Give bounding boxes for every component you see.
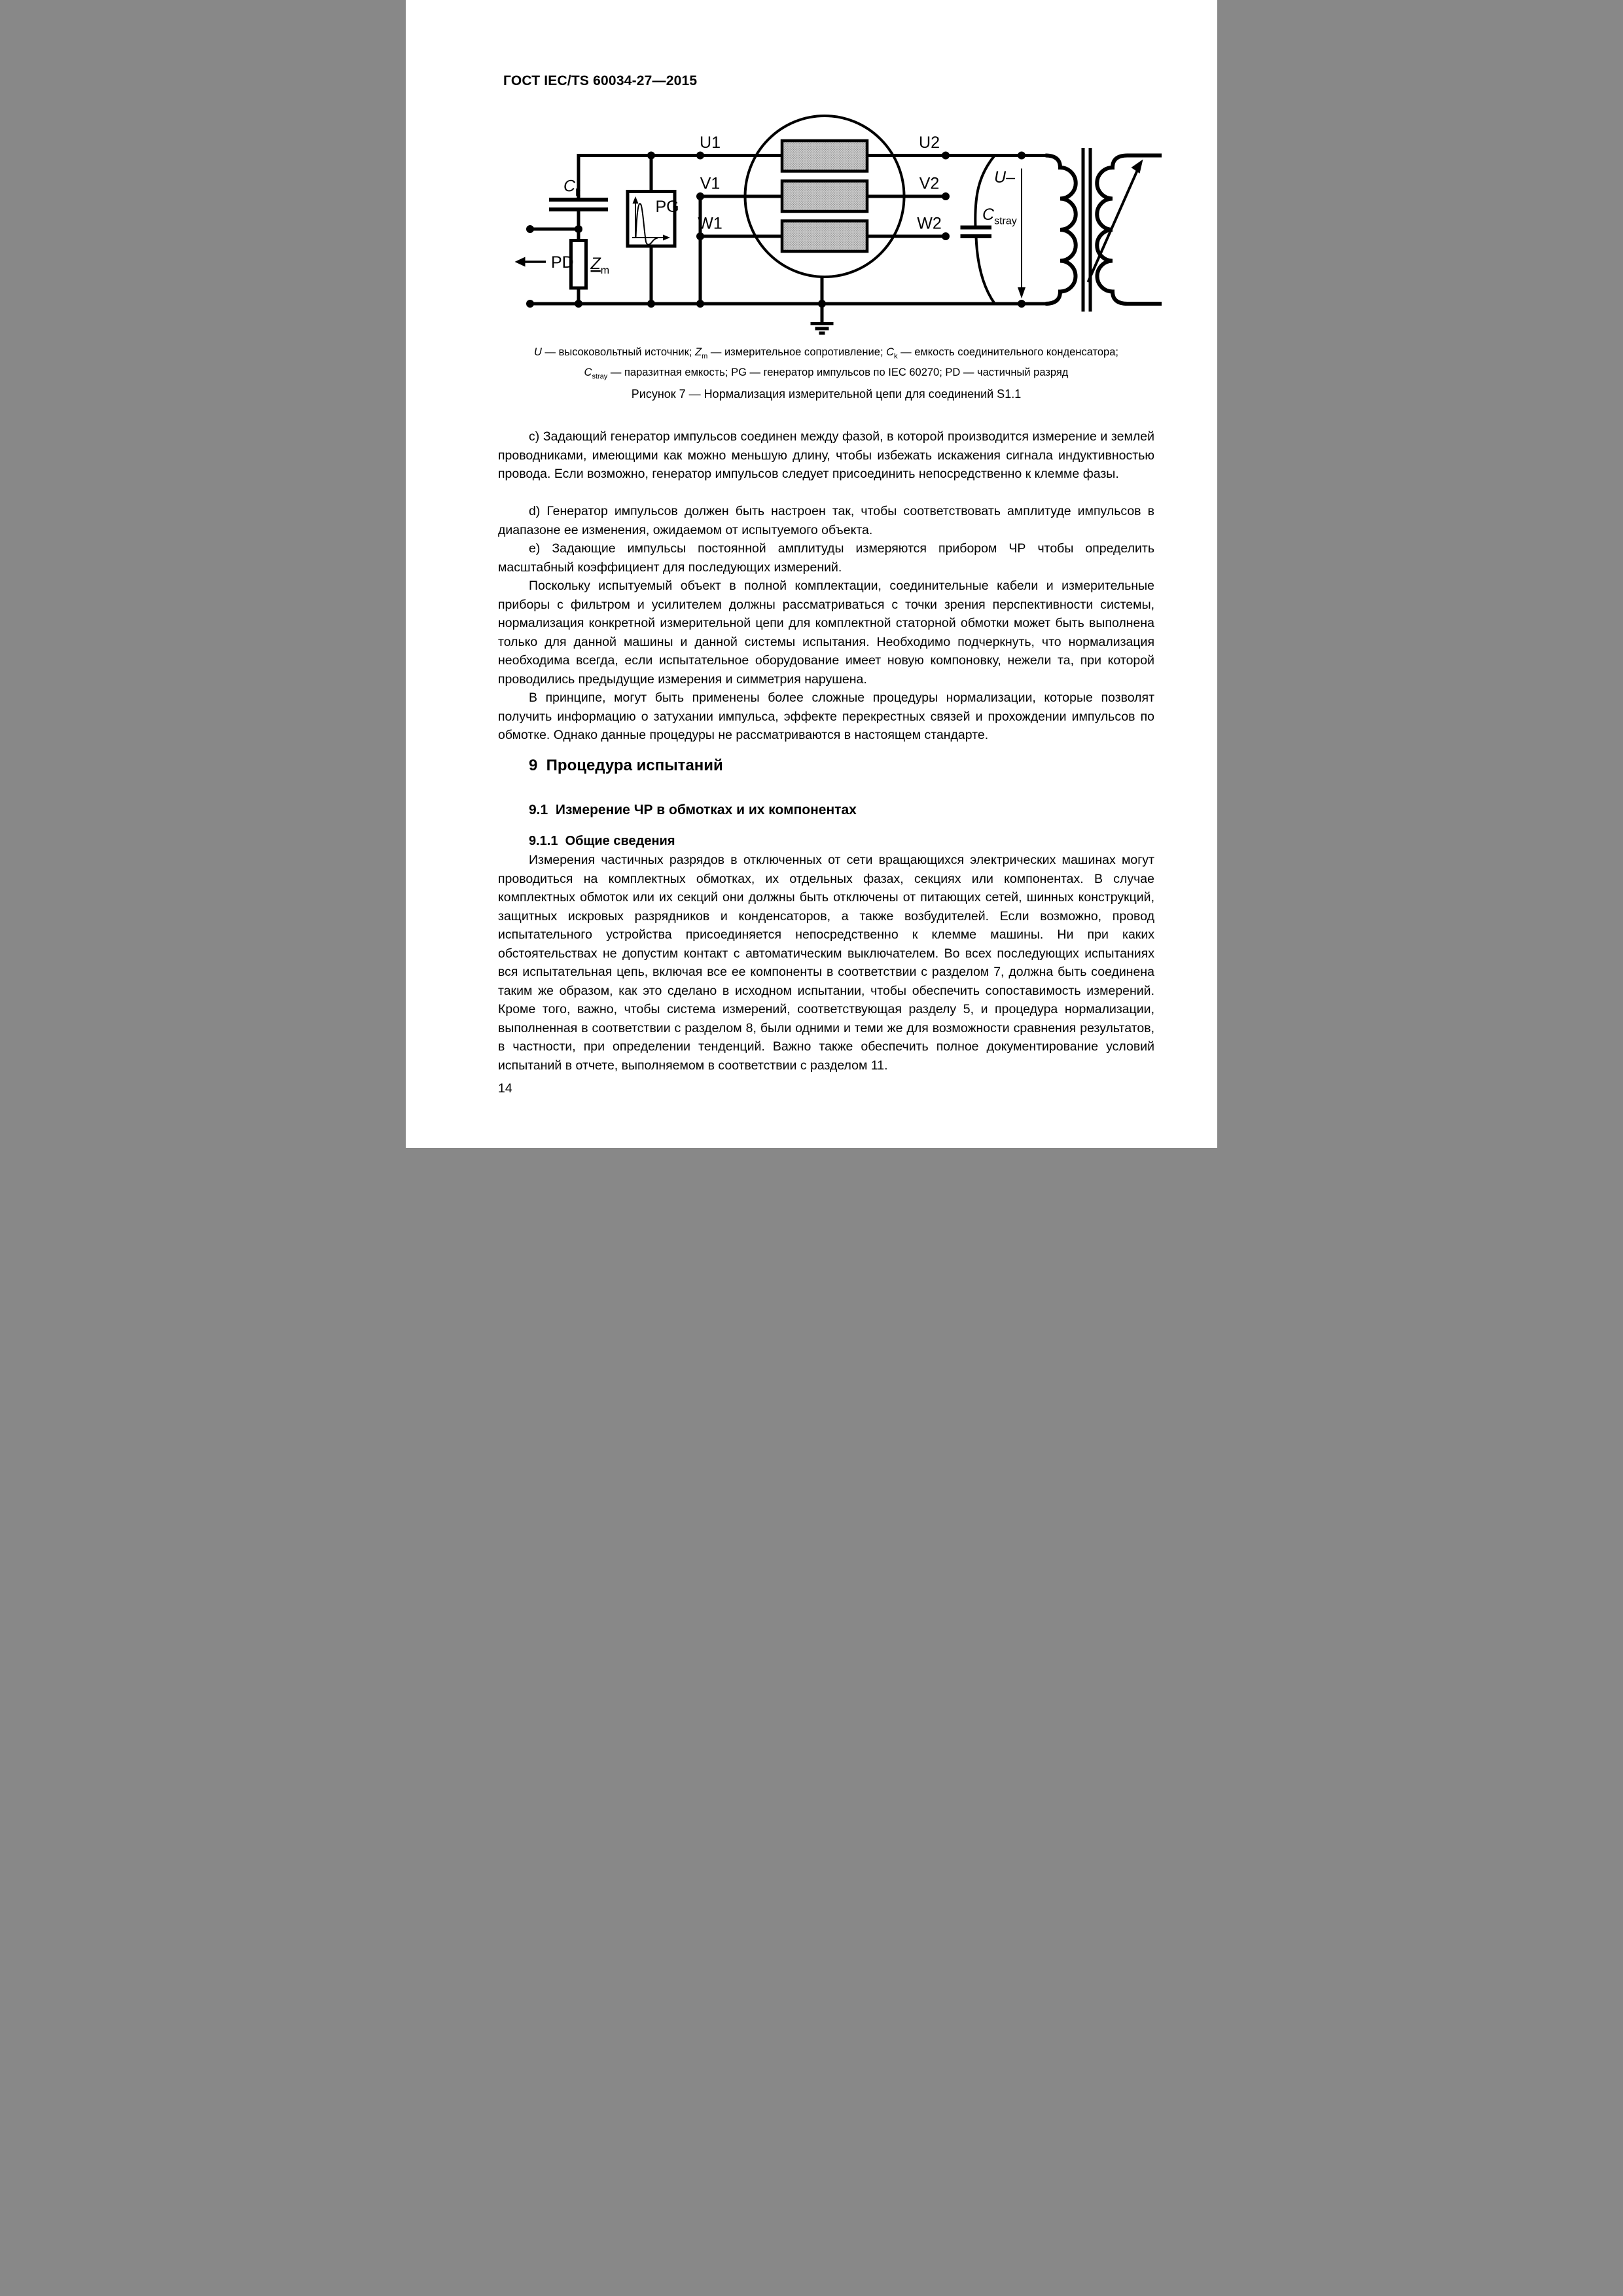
- section-heading-9: 9 Процедура испытаний: [529, 757, 723, 774]
- normalization-circuit-svg: [514, 115, 1168, 337]
- label-v2: V2: [919, 174, 940, 193]
- transformer-primary-winding: [1046, 156, 1076, 304]
- label-pd: PD: [551, 253, 574, 272]
- voltage-arrow: [1018, 169, 1026, 299]
- label-u2: U2: [919, 134, 940, 152]
- transformer-secondary-winding: [1097, 156, 1162, 304]
- hv-transformer: [1046, 148, 1162, 312]
- coupling-capacitor-symbol: [549, 200, 608, 209]
- pd-output-arrow: [515, 257, 546, 267]
- winding-bars: [782, 141, 867, 251]
- label-w2: W2: [917, 214, 942, 233]
- page-number: 14: [498, 1081, 512, 1096]
- label-w1: W1: [698, 214, 722, 233]
- label-zm: $Z_m$: [590, 255, 610, 276]
- list-item-c: c) Задающий генератор импульсов соединен между фазой, в которой производится измерение и землей проводниками, имеющими как можно меньшую длину, чтобы избежать искажения сигнала индуктивностью провода. Если возможно, генератор импульсов следует присоединить непосредственно к клемме фазы.: [498, 429, 1154, 481]
- label-u1: U1: [700, 134, 721, 152]
- figure-7-diagram: [514, 115, 1168, 337]
- page-header: ГОСТ IEC/TS 60034-27—2015: [503, 73, 698, 88]
- junction-dots: [526, 152, 1026, 308]
- winding-bar: [782, 181, 867, 212]
- label-ck: $C_k$: [563, 177, 581, 199]
- body-paragraph: Поскольку испытуемый объект в полной комплектации, соединительные кабели и измерительные приборы с фильтром и усилителем должны рассматриваться с точки зрения перспективности системы, нормализация конкретной измерительной цепи для комплектной статорной обмотки может быть выполнена только для данной машины и данной системы испытания. Необходимо подчеркнуть, что нормализация необходима всегда, если испытательное оборудование имеет новую компоновку, нежели та, при которой проводились предыдущие измерения и симметрия нарушена.: [498, 579, 1154, 687]
- section-heading-9-1: 9.1 Измерение ЧР в обмотках и их компонентах: [529, 802, 857, 817]
- label-cstray: $C_{stray}$: [982, 206, 1017, 227]
- label-pg: PG: [655, 198, 679, 216]
- winding-bar: [782, 221, 867, 252]
- figure-title: Рисунок 7 — Нормализация измерительной цепи для соединений S1.1: [631, 387, 1022, 401]
- label-u-source: U–: [994, 168, 1015, 187]
- figure-caption: [498, 344, 1154, 386]
- body-paragraph: Измерения частичных разрядов в отключенных от сети вращающихся электрических машинах могут проводиться на комплектных обмотках, их отдельных фазах, секциях или компонентах. В случае комплектных обмоток или их секций они должны быть отключены от питающих сетей, шинных конструкций, защитных искровых разрядников и конденсаторов, а также возбудителей. Если возможно, провод испытательного устройства присоединяется непосредственно к клемме машины. Ни при каких обстоятельствах не допустим контакт с автоматическим выключателем. Во всех последующих испытаниях вся испытательная цепь, включая все ее компоненты в соответствии с разделом 7, должна быть соединена таким же образом, как это сделано в исходном испытании, чтобы обеспечить сопоставимость измерений. Кроме того, важно, чтобы система измерений, соответствующая разделу 5, и процедура нормализации, выполненная в соответствии с разделом 8, были одними и теми же для возможности сравнения результатов, в частности, при определении тенденций. Важно также обеспечить полное документирование условий испытаний в отчете, выполняемом в соответствии с разделом 11.: [498, 853, 1154, 1073]
- section-heading-9-1-1: 9.1.1 Общие сведения: [529, 834, 675, 848]
- ground-icon: [811, 324, 834, 334]
- stray-capacitor-symbol: [961, 156, 995, 304]
- list-item-e: e) Задающие импульсы постоянной амплитуды измеряются прибором ЧР чтобы определить масштабный коэффициент для последующих измерений.: [498, 541, 1154, 575]
- label-v1: V1: [700, 174, 721, 193]
- document-page: [406, 0, 1217, 1148]
- winding-bar: [782, 141, 867, 171]
- caption-line-1: U — высоковольтный источник; $Z_m$ — измерительное сопротивление; $C_k$ — емкость соединительного конденсатора;: [533, 346, 1118, 361]
- body-paragraph: В принципе, могут быть применены более сложные процедуры нормализации, которые позволят получить информацию о затухании импульса, эффекте перекрестных связей и прохождении импульсов по обмотке. Однако данные процедуры не рассматриваются в настоящем стандарте.: [498, 691, 1154, 742]
- caption-line-2: $C_{stray}$ — паразитная емкость; PG — генератор импульсов по IEC 60270; PD — частичный разряд: [584, 367, 1069, 381]
- list-item-d: d) Генератор импульсов должен быть настроен так, чтобы соответствовать амплитуде импульсов в диапазоне ее изменения, ожидаемом от испытуемого объекта.: [498, 504, 1154, 537]
